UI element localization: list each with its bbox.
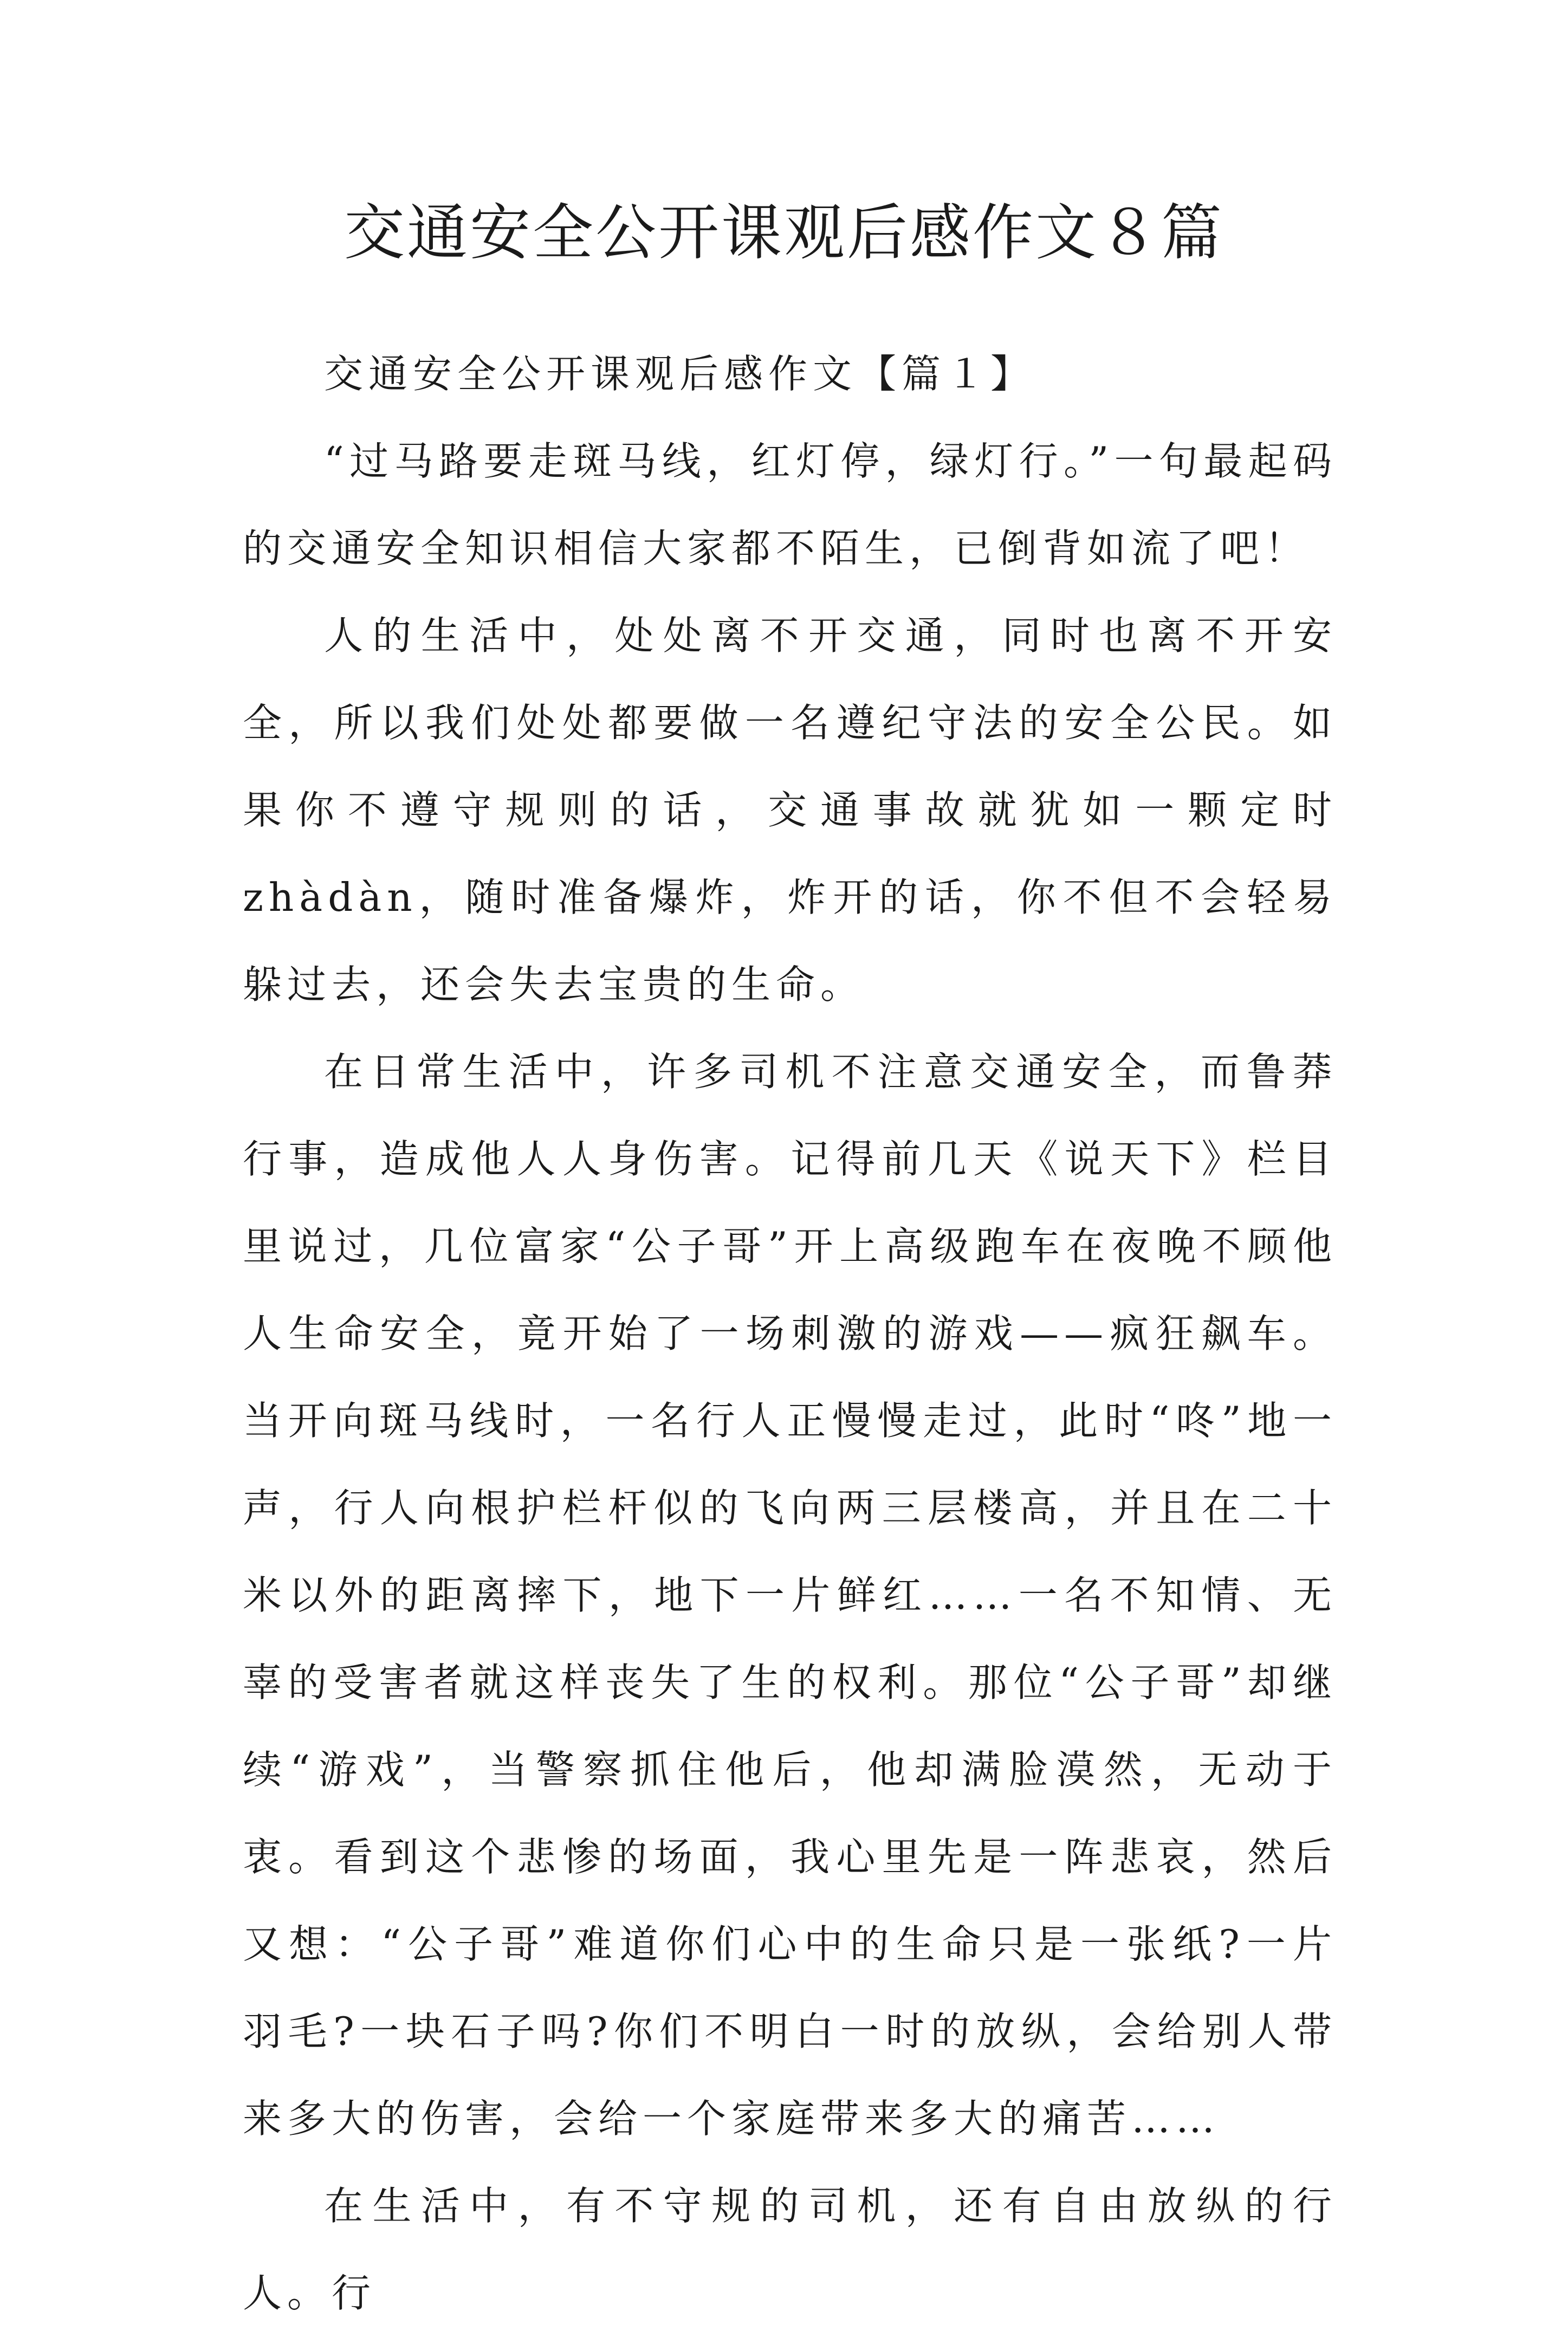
paragraph: 人的生活中，处处离不开交通，同时也离不开安全，所以我们处处都要做一名遵纪守法的安全公民。如果你不遵守规则的话，交通事故就犹如一颗定时zhàdàn，随时准备爆炸，炸开的话，你不但不会轻易躲过去，还会失去宝贵的生命。 <box>243 613 1337 1007</box>
document-title: 交通安全公开课观后感作文８篇 <box>344 198 1224 268</box>
paragraph: 在日常生活中，许多司机不注意交通安全，而鲁莽行事，造成他人人身伤害。记得前几天《说天下》栏目里说过，几位富家“公子哥”开上高级跑车在夜晚不顾他人生命安全，竟开始了一场刺激的游戏——疯狂飙车。当开向斑马线时，一名行人正慢慢走过，此时“咚”地一声，行人向根护栏杆似的飞向两三层楼高，并且在二十米以外的距离摔下，地下一片鲜红……一名不知情、无辜的受害者就这样丧失了生的权利。那位“公子哥”却继续“游戏”，当警察抓住他后，他却满脸漠然，无动于衷。看到这个悲惨的场面，我心里先是一阵悲哀，然后又想：“公子哥”难道你们心中的生命只是一张纸?一片羽毛?一块石子吗?你们不明白一时的放纵，会给别人带来多大的伤害，会给一个家庭带来多大的痛苦…… <box>243 1049 1337 2141</box>
section-heading: 交通安全公开课观后感作文【篇１】 <box>324 351 1035 397</box>
paragraph: “过马路要走斑马线，红灯停，绿灯行。”一句最起码的交通安全知识相信大家都不陌生，已倒背如流了吧！ <box>243 438 1337 571</box>
document-body <box>243 331 1337 2337</box>
paragraph: 在生活中，有不守规的司机，还有自由放纵的行人。行 <box>243 2183 1337 2316</box>
